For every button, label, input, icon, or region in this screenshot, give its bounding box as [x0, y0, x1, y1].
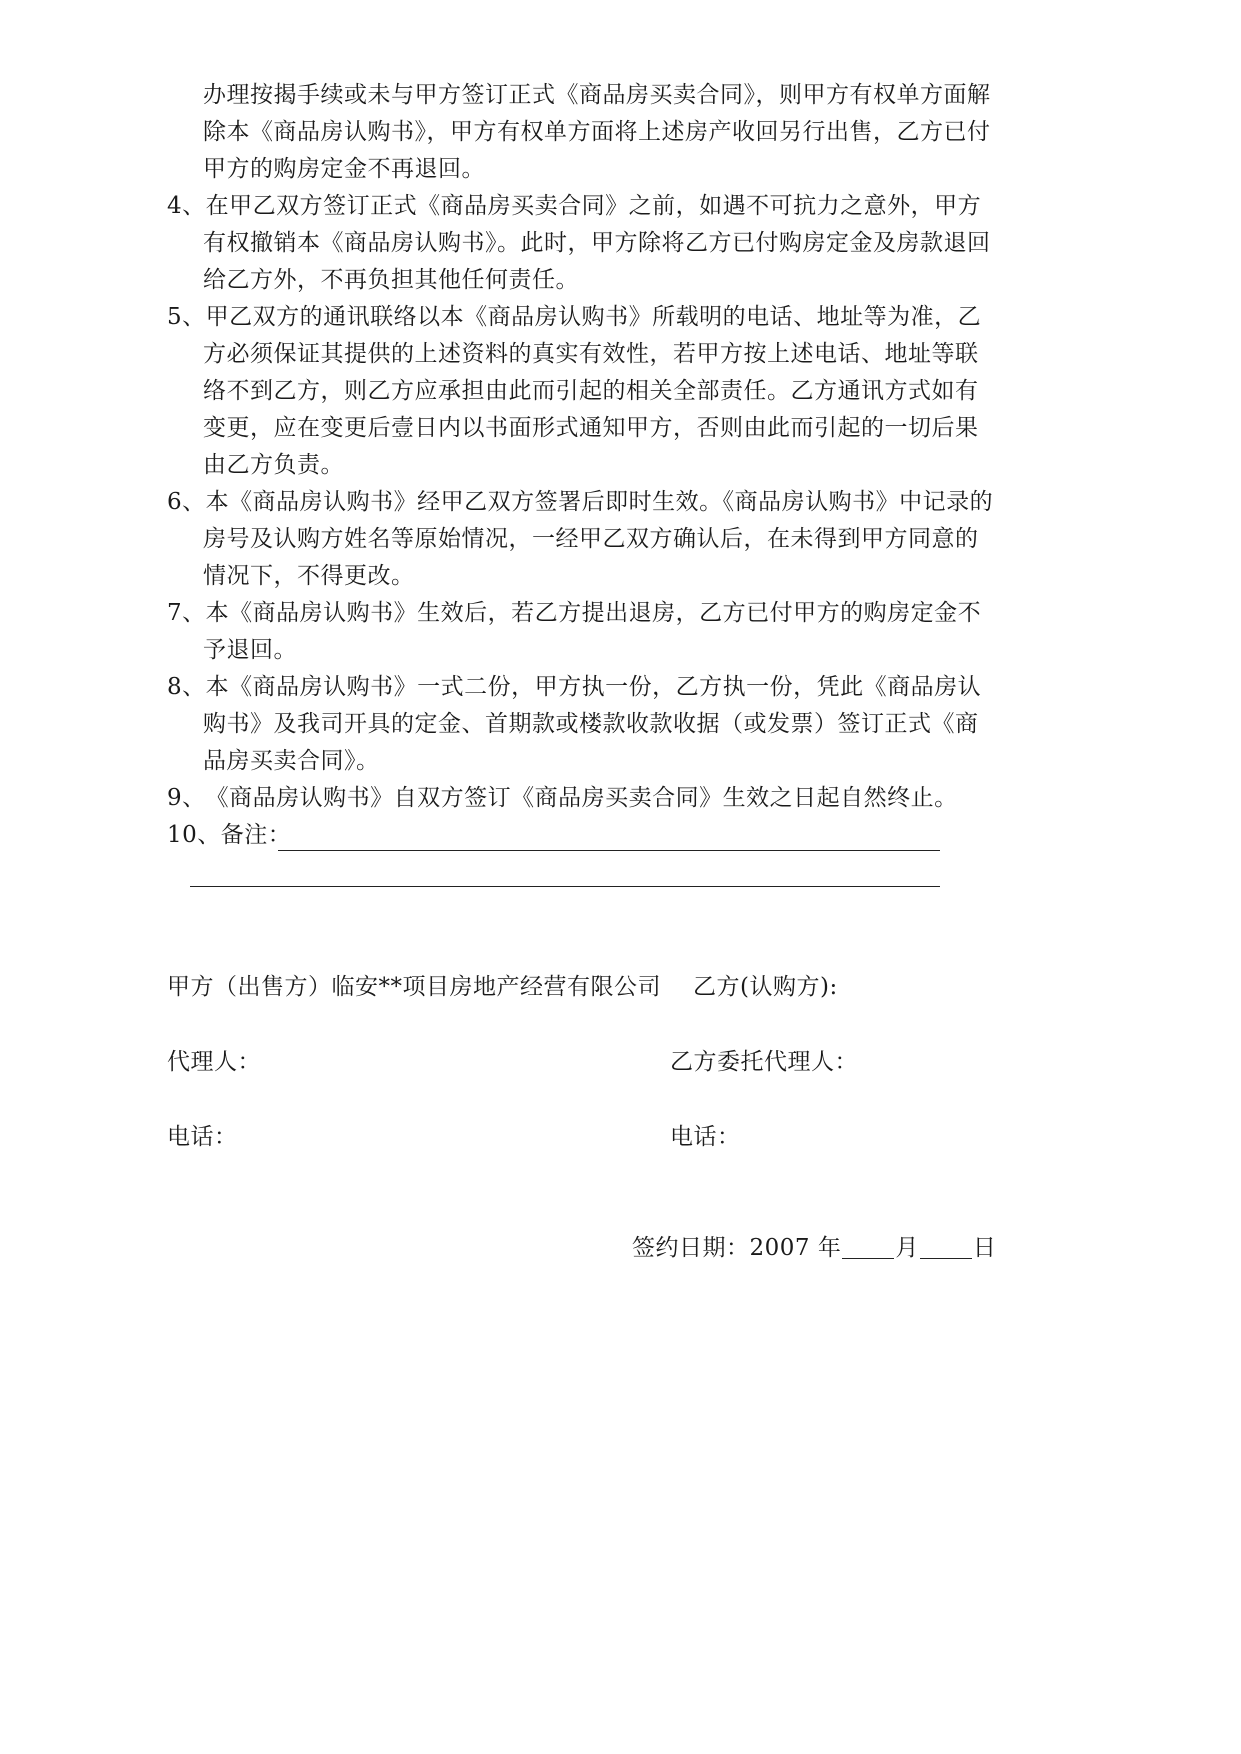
clause-7-text: 本《商品房认购书》生效后，若乙方提出退房，乙方已付甲方的购房定金不	[205, 600, 982, 626]
agent-b-label: 乙方委托代理人：	[670, 1049, 858, 1075]
signing-date	[632, 1233, 996, 1263]
clause-5-text: 甲乙双方的通讯联络以本《商品房认购书》所载明的电话、地址等为准，乙	[205, 304, 982, 330]
phone-a-label: 电话：	[167, 1124, 238, 1150]
clause-8-number: 8、	[167, 674, 206, 700]
clause-6-line-2: 房号及认购方姓名等原始情况，一经甲乙双方确认后，在未得到甲方同意的	[203, 526, 979, 552]
clause-3-line-2: 除本《商品房认购书》，甲方有权单方面将上述房产收回另行出售，乙方已付	[203, 119, 991, 145]
party-b-label: 乙方(认购方):	[693, 974, 838, 1000]
clause-5-line-4: 变更，应在变更后壹日内以书面形式通知甲方，否则由此而引起的一切后果	[203, 415, 979, 441]
remarks-label: 10、备注：	[167, 822, 292, 848]
clause-7-number: 7、	[167, 600, 206, 626]
clause-5-line-2: 方必须保证其提供的上述资料的真实有效性，若甲方按上述电话、地址等联	[203, 341, 979, 367]
clause-6-number: 6、	[167, 489, 206, 515]
clause-5-line-1	[167, 302, 981, 332]
party-a-label: 甲方（出售方）临安**项目房地产经营有限公司	[167, 974, 661, 1000]
signing-date-prefix: 签约日期：2007	[632, 1235, 811, 1261]
signing-date-day: 日	[972, 1235, 997, 1261]
clause-6-line-3: 情况下，不得更改。	[203, 563, 415, 589]
clause-7-line-2: 予退回。	[203, 637, 297, 663]
clause-9-text: 《商品房认购书》自双方签订《商品房买卖合同》生效之日起自然终止。	[205, 785, 958, 811]
phone-b-label: 电话：	[670, 1124, 741, 1150]
clause-9-line-1	[167, 783, 958, 813]
clause-8-line-3: 品房买卖合同》。	[203, 748, 380, 774]
remarks-line-1[interactable]	[278, 850, 940, 851]
agent-a-label: 代理人：	[167, 1049, 261, 1075]
signing-month-blank[interactable]	[842, 1236, 894, 1259]
clause-8-line-1	[167, 672, 981, 702]
signing-date-month: 月	[895, 1235, 919, 1261]
clause-3-line-1: 办理按揭手续或未与甲方签订正式《商品房买卖合同》，则甲方有权单方面解	[203, 82, 991, 108]
clause-4-text: 在甲乙双方签订正式《商品房买卖合同》之前，如遇不可抗力之意外，甲方	[205, 193, 982, 219]
clause-8-line-2: 购书》及我司开具的定金、首期款或楼款收款收据（或发票）签订正式《商	[203, 711, 979, 737]
clause-5-line-5: 由乙方负责。	[203, 452, 344, 478]
clause-4-line-2: 有权撤销本《商品房认购书》。此时，甲方除将乙方已付购房定金及房款退回	[203, 230, 991, 256]
clause-6-text: 本《商品房认购书》经甲乙双方签署后即时生效。《商品房认购书》中记录的	[205, 489, 994, 515]
remarks-line-2[interactable]	[190, 886, 940, 887]
signing-date-year: 年	[817, 1235, 842, 1261]
clause-8-text: 本《商品房认购书》一式二份，甲方执一份，乙方执一份，凭此《商品房认	[205, 674, 982, 700]
signing-day-blank[interactable]	[920, 1236, 972, 1259]
clause-5-number: 5、	[167, 304, 206, 330]
clause-4-number: 4、	[167, 193, 206, 219]
clause-7-line-1	[167, 598, 981, 628]
clause-5-line-3: 络不到乙方，则乙方应承担由此而引起的相关全部责任。乙方通讯方式如有	[203, 378, 979, 404]
clause-6-line-1	[167, 487, 993, 517]
clause-9-number: 9、	[167, 785, 206, 811]
clause-4-line-3: 给乙方外，不再负担其他任何责任。	[203, 267, 579, 293]
clause-4-line-1	[167, 191, 981, 221]
clause-3-line-3: 甲方的购房定金不再退回。	[203, 156, 485, 182]
